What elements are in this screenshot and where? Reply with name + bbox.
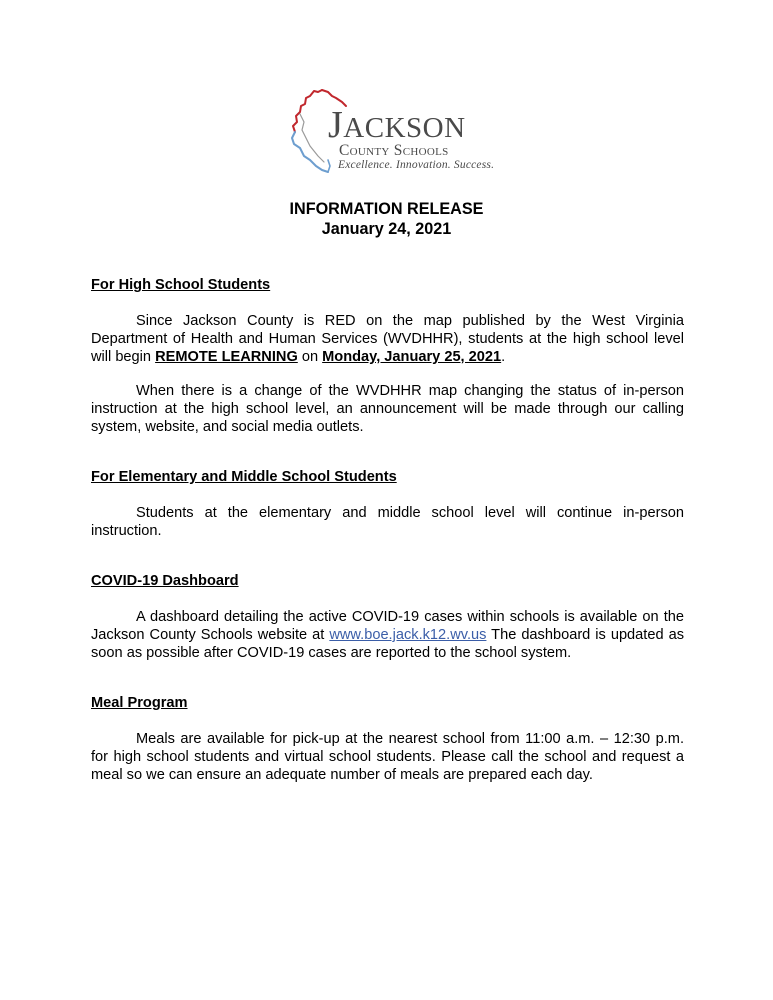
section-heading-high-school: For High School Students [91, 277, 271, 293]
release-date: January 24, 2021 [321, 220, 452, 238]
dashboard-text-part2: The dashboard is updated as soon as possible after COVID-19 cases are reported to the school system. [91, 627, 684, 661]
logo-jackson-wordmark [328, 106, 466, 147]
remote-learning-emphasis: REMOTE LEARNING [155, 349, 298, 365]
jackson-county-schools-logo [288, 86, 495, 182]
dashboard-text-part1: A dashboard detailing the active COVID-19 cases within schools is available on the Jackson County Schools website at [91, 609, 684, 643]
paragraph-covid-dashboard [91, 608, 684, 662]
paragraph-meal-program [91, 730, 684, 784]
high-school-text-part2: on [297, 349, 323, 365]
logo-subtitle: County Schools [339, 142, 449, 159]
high-school-text-part1: Since Jackson County is RED on the map published by the West Virginia Department of Health and Human Services (WVDHHR), students at the high school level will begin [91, 313, 684, 365]
high-school-text-part3: . [501, 349, 506, 365]
logo-name-rest: ACKSON [343, 112, 466, 144]
school-website-link[interactable]: www.boe.jack.k12.wv.us [329, 627, 487, 643]
logo-big-j: J [328, 104, 344, 146]
section-heading-covid-dashboard: COVID-19 Dashboard [91, 573, 239, 589]
paragraph-high-school-remote [91, 312, 684, 366]
release-title: INFORMATION RELEASE [289, 200, 484, 218]
section-heading-meal-program: Meal Program [91, 695, 188, 711]
paragraph-wvdhhr-change [91, 382, 684, 436]
paragraph-elementary-middle [91, 504, 684, 540]
meal-program-text: Meals are available for pick-up at the nearest school from 11:00 a.m. – 12:30 p.m. for high school students and virtual school students. Please call the school and request a meal so we can ensure an adequate number of meals are prepared each day. [91, 731, 684, 783]
elementary-middle-text: Students at the elementary and middle school level will continue in-person instruction. [91, 505, 684, 539]
remote-start-date: Monday, January 25, 2021 [322, 349, 502, 365]
wvdhhr-change-text: When there is a change of the WVDHHR map changing the status of in-person instruction at the high school level, an announcement will be made through our calling system, website, and social media outlets. [91, 383, 684, 435]
logo-tagline: Excellence. Innovation. Success. [338, 159, 495, 171]
section-heading-elementary-middle: For Elementary and Middle School Students [91, 469, 397, 485]
